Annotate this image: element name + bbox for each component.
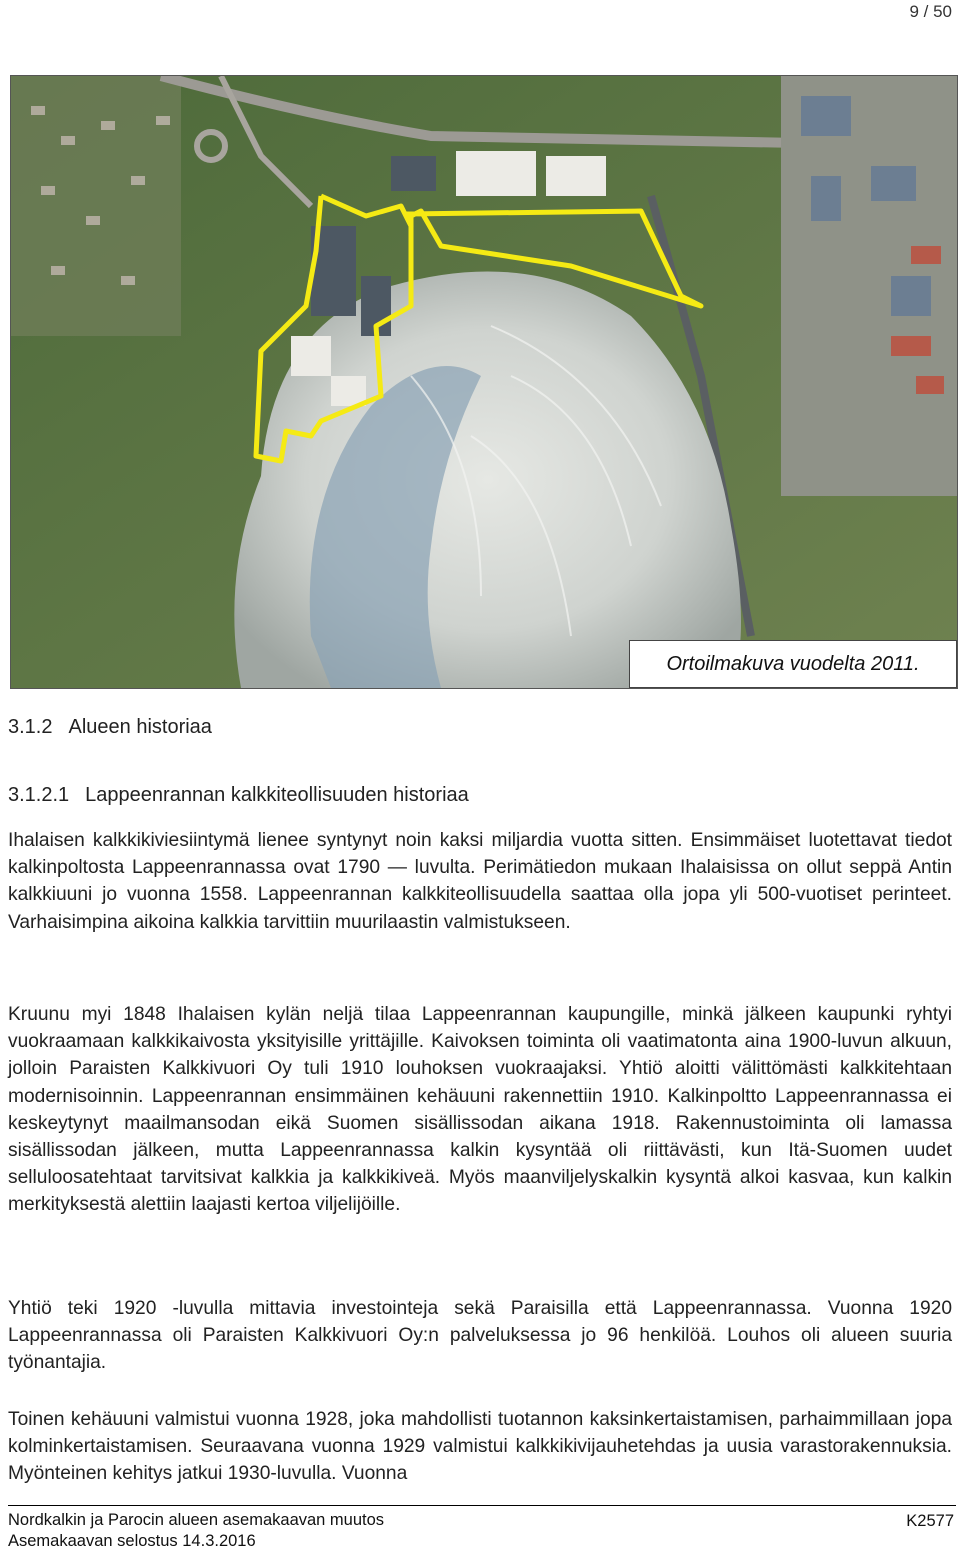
footer-document-info [8,1510,384,1552]
footer-title: Nordkalkin ja Parocin alueen asemakaavan muutos [8,1511,385,1529]
heading-title: Alueen historiaa [68,716,212,738]
aerial-photo [10,75,958,689]
heading-number: 3.1.2 [8,716,53,738]
page-number: 9 / 50 [909,2,952,21]
footer-divider [8,1505,956,1506]
paragraph-3: Yhtiö teki 1920 -luvulla mittavia investointeja sekä Paraisilla että Lappeenrannassa. Vuonna 1920 Lappeenrannassa oli Paraisten Kalkkivuori Oy:n palveluksessa jo 96 henkilöä. Louhos oli alueen suuria työnantajia. [8,1298,952,1374]
heading-number: 3.1.2.1 [8,784,70,806]
aerial-photo-drawing [11,76,957,688]
section-heading-3-1-2 [8,716,212,739]
figure-caption: Ortoilmakuva vuodelta 2011. [629,640,957,688]
footer-subtitle: Asemakaavan selostus 14.3.2016 [8,1532,256,1550]
footer-code: K2577 [906,1512,954,1530]
paragraph-2: Kruunu myi 1848 Ihalaisen kylän neljä tilaa Lappeenrannan kaupungille, minkä jälkeen kaupunki ryhtyi vuokraamaan kalkkikaivosta yksityisille yrittäjille. Kaivoksen toiminta oli vaatimatonta aina 1900-luvun alkuun, jolloin Paraisten Kalkkivuori Oy tuli 1910 louhoksen vuokraajaksi. Yhtiö aloitti välittömästi kalkkitehtaan modernisoinnin. Lappeenrannan ensimmäinen kehäuuni rakennettiin 1910. Kalkinpoltto Lappeenrannassa ei keskeytynyt maailmansodan eikä Suomen sisällissodan aikana 1918. Rakennustoiminta oli lamassa sisällissodan jälkeen, mutta Lappeenrannassa kalkin kysyntää oli riittävästi, kun Itä-Suomen uudet selluloosatehtaat tarvitsivat kalkkia ja kalkkikiveä. Myös maanviljelyskalkin kysyntä alkoi kasvaa, kun kalkin merkityksestä alettiin laajasti kertoa viljelijöille. [8,1004,952,1216]
heading-title: Lappeenrannan kalkkiteollisuuden historiaa [85,784,469,806]
paragraph-1: Ihalaisen kalkkikiviesiintymä lienee syntynyt noin kaksi miljardia vuotta sitten. Ensimmäiset luotettavat tiedot kalkinpoltosta Lappeenrannassa ovat 1790 — luvulta. Perimätiedon mukaan Ihalaisissa on ollut seppä Antin kalkkiuuni jo vuonna 1558. Lappeenrannan kalkkiteollisuudella saattaa olla jopa yli 500-vuotiset perinteet. Varhaisimpina aikoina kalkkia tarvittiin muurilaastin valmistukseen. [8,830,952,933]
paragraph-4: Toinen kehäuuni valmistui vuonna 1928, joka mahdollisti tuotannon kaksinkertaistamisen, parhaimmillaan jopa kolminkertaistamisen. Seuraavana vuonna 1929 valmistui kalkkikivijauhetehdas ja uusia varastorakennuksia. Myönteinen kehitys jatkui 1930-luvulla. Vuonna [8,1409,952,1485]
section-heading-3-1-2-1 [8,784,469,807]
